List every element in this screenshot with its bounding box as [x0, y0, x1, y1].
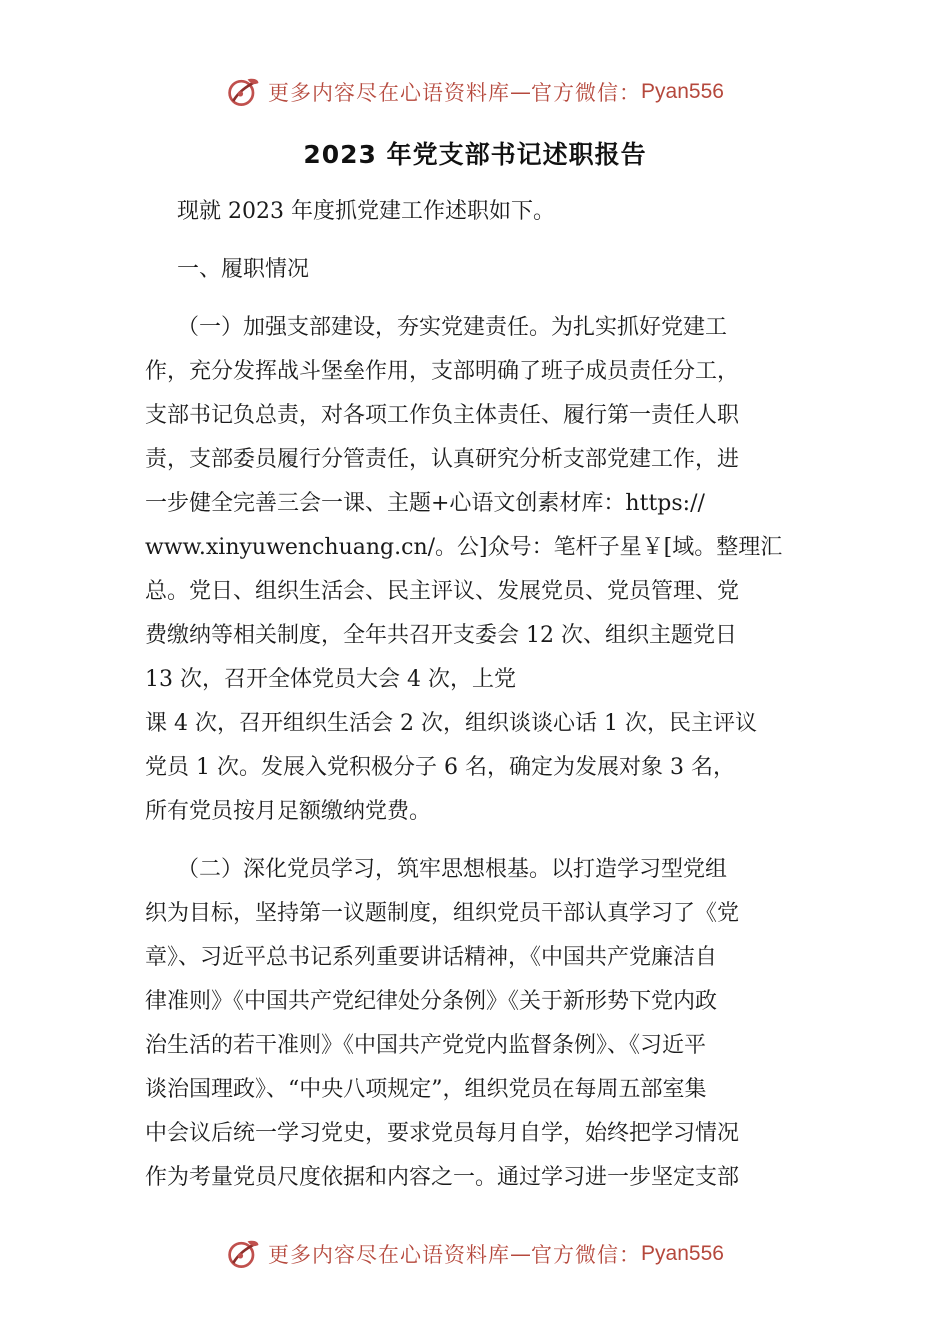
watermark-suffix: 官方微信： — [531, 1243, 642, 1267]
paragraph-1-line: （一）加强支部建设，夯实党建责任。为扎实抓好党建工 — [177, 315, 728, 340]
paragraph-2-line: （二）深化党员学习，筑牢思想根基。以打造学习型党组 — [177, 857, 728, 882]
paragraph-1-line: 党员 1 次。发展入党积极分子 6 名，确定为发展对象 3 名， — [145, 755, 735, 780]
watermark-banner-top — [0, 70, 950, 114]
paragraph-1-line: 所有党员按月足额缴纳党费。 — [145, 799, 432, 824]
paragraph-2-line: 章》、习近平总书记系列重要讲话精神，《中国共产党廉洁自 — [145, 945, 718, 970]
library-logo-icon — [226, 74, 262, 110]
paragraph-2 — [145, 848, 813, 1200]
paragraph-1 — [145, 306, 813, 834]
paragraph-1-line: 13 次，召开全体党员大会 4 次，上党 — [145, 667, 516, 692]
watermark-separator: — — [510, 1242, 532, 1266]
document-title: 2023 年党支部书记述职报告 — [303, 140, 647, 169]
paragraph-1-line: 支部书记负总责，对各项工作负主体责任、履行第一责任人职 — [145, 403, 740, 428]
section-heading: 一、履职情况 — [177, 257, 310, 282]
watermark-text: 更多内容尽在心语资料库 — [268, 81, 511, 105]
paragraph-1-line: 费缴纳等相关制度，全年共召开支委会 12 次、组织主题党日 — [145, 623, 737, 648]
paragraph-2-line: 治生活的若干准则》《中国共产党党内监督条例》、《习近平 — [145, 1033, 707, 1058]
library-logo-icon — [226, 1236, 262, 1272]
watermark-text: 更多内容尽在心语资料库 — [268, 1243, 511, 1267]
document-body — [145, 190, 813, 1200]
paragraph-1-line: 课 4 次，召开组织生活会 2 次，组织谈谈心话 1 次，民主评议 — [145, 711, 757, 736]
paragraph-2-line: 律准则》《中国共产党纪律处分条例》《关于新形势下党内政 — [145, 989, 718, 1014]
paragraph-1-line: 责，支部委员履行分管责任，认真研究分析支部党建工作，进 — [145, 447, 740, 472]
paragraph-1-line: 作，充分发挥战斗堡垒作用，支部明确了班子成员责任分工， — [145, 359, 740, 384]
paragraph-2-line: 谈治国理政》、“中央八项规定”，组织党员在每周五部室集 — [145, 1077, 707, 1102]
paragraph-1-line: 一步健全完善三会一课、主题+心语文创素材库：https:// — [145, 491, 705, 516]
watermark-separator: — — [510, 80, 532, 104]
paragraph-2-line: 织为目标，坚持第一议题制度，组织党员干部认真学习了《党 — [145, 901, 740, 926]
paragraph-1-line: 总。党日、组织生活会、民主评议、发展党员、党员管理、党 — [145, 579, 740, 604]
watermark-banner-bottom — [0, 1232, 950, 1276]
paragraph-1-line: www.xinyuwenchuang.cn/。公]众号：笔杆子星￥[域。整理汇 — [145, 535, 783, 560]
intro-paragraph: 现就 2023 年度抓党建工作述职如下。 — [177, 199, 555, 224]
paragraph-2-line: 作为考量党员尺度依据和内容之一。通过学习进一步坚定支部 — [145, 1165, 740, 1190]
watermark-suffix: 官方微信： — [531, 81, 642, 105]
watermark-code: Pyan556 — [641, 80, 724, 103]
paragraph-2-line: 中会议后统一学习党史，要求党员每月自学，始终把学习情况 — [145, 1121, 740, 1146]
watermark-code: Pyan556 — [641, 1242, 724, 1265]
